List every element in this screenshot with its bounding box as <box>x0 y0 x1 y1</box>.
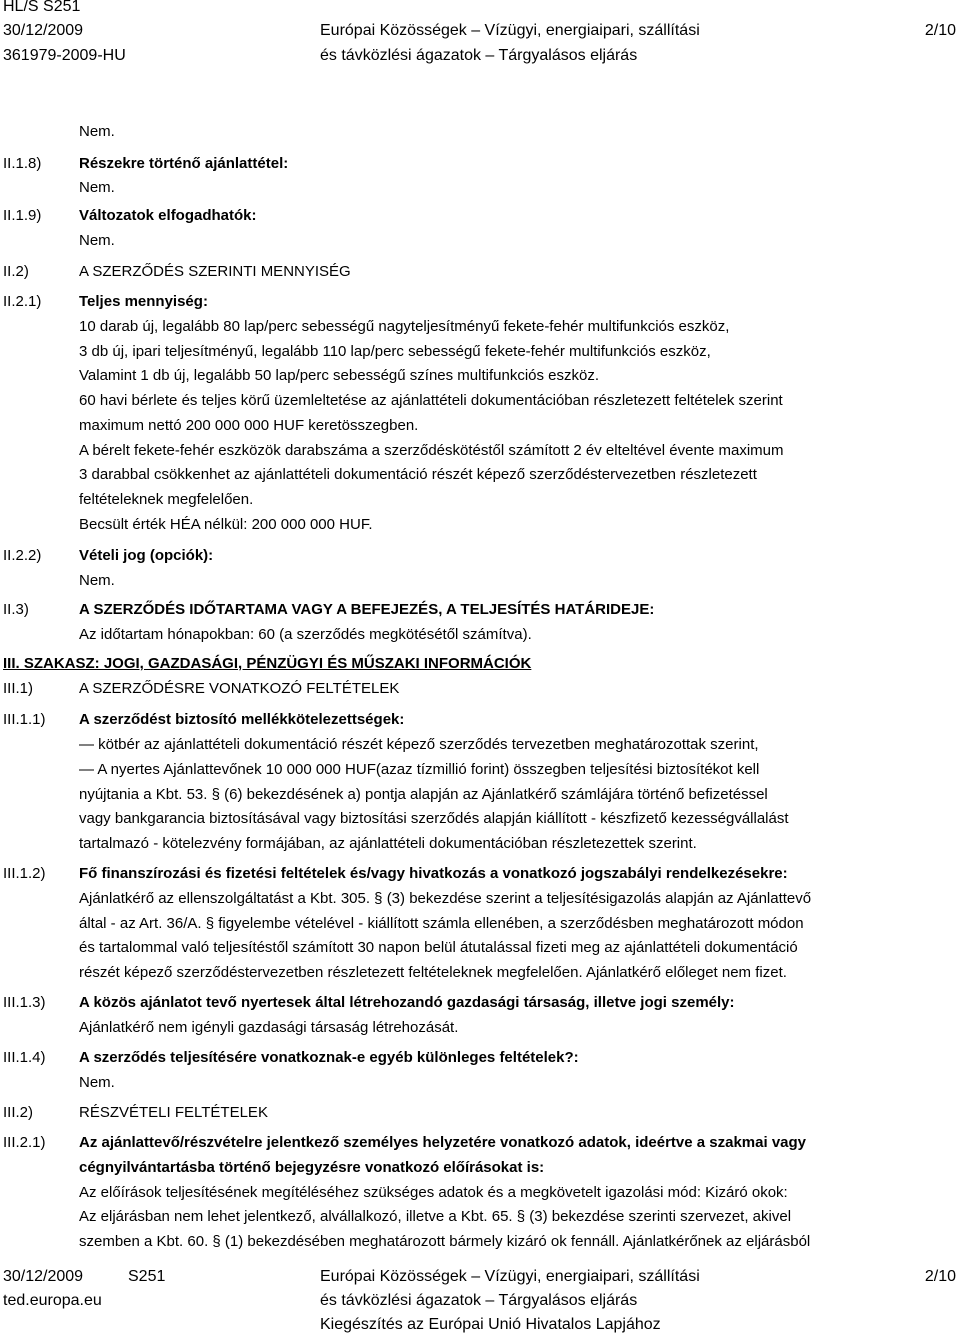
section-number: II.1.9) <box>3 207 42 224</box>
section-iii-1-4 <box>0 1048 960 1068</box>
footer-page-number: 2/10 <box>924 1268 956 1285</box>
text-line <box>0 366 960 386</box>
text-line <box>0 735 960 755</box>
text-line <box>0 465 960 485</box>
section-number: II.1.8) <box>3 155 42 172</box>
list-item: — kötbér az ajánlattételi dokumentáció részét képező szerződés tervezetben meghatározottak szerint, <box>79 736 759 753</box>
text-line <box>0 571 960 591</box>
text-line <box>0 416 960 436</box>
paragraph-line: feltételeknek megfelelően. <box>79 491 254 508</box>
text-line <box>0 1183 960 1203</box>
list-item: — A nyertes Ajánlattevőnek 10 000 000 HUF(azaz tízmillió forint) összegben teljesítési biztosítékot kell <box>79 761 760 778</box>
paragraph-line: Az előírások teljesítésének megítéléséhez szükséges adatok és a megkövetelt igazolási mód: Kizáró okok: <box>79 1184 788 1201</box>
text-line <box>0 1073 960 1093</box>
footer-series: S251 <box>128 1268 166 1285</box>
section-iii-1-1 <box>0 710 960 730</box>
section-ii-1-9 <box>0 206 960 226</box>
section-ii-3 <box>0 600 960 620</box>
section-number: II.2) <box>3 263 29 280</box>
paragraph-line: Az eljárásban nem lehet jelentkező, alvállalkozó, illetve a Kbt. 65. § (3) bekezdése szerinti szervezet, akivel <box>79 1208 792 1225</box>
section-iii-1-3 <box>0 993 960 1013</box>
header-title-line1: Európai Közösségek – Vízügyi, energiaipari, szállítási <box>320 22 700 39</box>
paragraph-line: 3 darabbal csökkenhet az ajánlattételi dokumentáció részét képező szerződéstervezetben részletezett <box>79 466 757 483</box>
section-number: II.3) <box>3 601 29 618</box>
footer-site-link[interactable]: ted.europa.eu <box>3 1292 102 1309</box>
text-line <box>0 515 960 535</box>
section-number: III.2.1) <box>3 1134 46 1151</box>
text-line <box>0 834 960 854</box>
paragraph-line: 60 havi bérlete és teljes körű üzemleltetése az ajánlattételi dokumentációban részletezett feltételek szerint <box>79 392 783 409</box>
section-number: III.1.2) <box>3 865 46 882</box>
text-line <box>0 178 960 198</box>
section-iii-2-1 <box>0 1133 960 1153</box>
section-iii-2 <box>0 1103 960 1123</box>
section-title: Változatok elfogadhatók: <box>79 207 257 224</box>
paragraph-line: részét képező szerződéstervezetben részletezett feltételeknek megfelelően. Ajánlatkérő előleget nem fizet. <box>79 964 787 981</box>
section-title: A szerződés teljesítésére vonatkoznak-e egyéb különleges feltételek?: <box>79 1049 579 1066</box>
section-ii-2-1 <box>0 292 960 312</box>
text-line <box>0 914 960 934</box>
section-title: A szerződést biztosító mellékkötelezettségek: <box>79 711 405 728</box>
paragraph-line: maximum nettó 200 000 000 HUF keretösszegben. <box>79 417 419 434</box>
text-line <box>0 122 960 142</box>
text-line <box>0 317 960 337</box>
text-line <box>0 625 960 645</box>
answer-value: Nem. <box>79 1074 115 1091</box>
text-line <box>0 963 960 983</box>
section-number: III.1.4) <box>3 1049 46 1066</box>
paragraph-line: Valamint 1 db új, legalább 50 lap/perc sebességű színes multifunkciós eszköz. <box>79 367 600 384</box>
section-number: II.2.1) <box>3 293 42 310</box>
paragraph-line: Becsült érték HÉA nélkül: 200 000 000 HUF. <box>79 516 373 533</box>
section-title: Vételi jog (opciók): <box>79 547 214 564</box>
section-title: A SZERZŐDÉS IDŐTARTAMA VAGY A BEFEJEZÉS, A TELJESÍTÉS HATÁRIDEJE: <box>79 601 655 618</box>
answer-value: Nem. <box>79 179 115 196</box>
paragraph-line: 3 db új, ipari teljesítményű, legalább 110 lap/perc sebességű fekete-fehér multifunkciós eszköz, <box>79 343 711 360</box>
answer-value: Nem. <box>79 232 115 249</box>
text-line <box>0 1207 960 1227</box>
text-line <box>0 889 960 909</box>
text-line <box>0 231 960 251</box>
part-title: III. SZAKASZ: JOGI, GAZDASÁGI, PÉNZÜGYI ÉS MŰSZAKI INFORMÁCIÓK <box>3 655 532 672</box>
header-doc-id: HL/S S251 <box>3 0 81 15</box>
footer-title-line3: Kiegészítés az Európai Unió Hivatalos Lapjához <box>320 1316 661 1333</box>
section-title: Az ajánlattevő/részvételre jelentkező személyes helyzetére vonatkozó adatok, ideértve a szakmai vagy <box>79 1134 807 1151</box>
paragraph-line: és tartalommal való teljesítéstől számított 30 napon belül átutalással fizeti meg az ajánlattételi dokumentáció <box>79 939 798 956</box>
section-ii-1-8 <box>0 154 960 174</box>
text-line <box>0 342 960 362</box>
text-line <box>0 1018 960 1038</box>
header-notice-number: 361979-2009-HU <box>3 47 126 64</box>
section-number: II.2.2) <box>3 547 42 564</box>
section-title: RÉSZVÉTELI FELTÉTELEK <box>79 1104 268 1121</box>
section-title: Teljes mennyiség: <box>79 293 208 310</box>
paragraph-line: A bérelt fekete-fehér eszközök darabszáma a szerződéskötéstől számított 2 év elteltével évente maximum <box>79 442 784 459</box>
section-iii-1-2 <box>0 864 960 884</box>
text-line <box>0 809 960 829</box>
header-title-line2: és távközlési ágazatok – Tárgyalásos eljárás <box>320 47 638 64</box>
section-ii-2 <box>0 262 960 282</box>
section-number: III.2) <box>3 1104 34 1121</box>
text-line <box>0 1232 960 1252</box>
section-ii-2-2 <box>0 546 960 566</box>
paragraph-line: szemben a Kbt. 60. § (1) bekezdésében meghatározott bármely kizáró ok fennáll. Ajánlatkérőnek az eljárásból <box>79 1233 811 1250</box>
header-date: 30/12/2009 <box>3 22 84 39</box>
part-heading-iii <box>0 654 960 674</box>
answer-value: Nem. <box>79 572 115 589</box>
text-line <box>0 490 960 510</box>
text-line <box>0 785 960 805</box>
text-line <box>0 938 960 958</box>
paragraph-line: Az időtartam hónapokban: 60 (a szerződés megkötésétől számítva). <box>79 626 532 643</box>
paragraph-line: Ajánlatkérő az ellenszolgáltatást a Kbt. 305. § (3) bekezdése szerint a teljesítésigazolás alapján az Ajánlattevő <box>79 890 812 907</box>
section-title: A közös ajánlatot tevő nyertesek által létrehozandó gazdasági társaság, illetve jogi személy: <box>79 994 735 1011</box>
paragraph-line: tartalmazó - kötelezvény formájában, az ajánlattételi dokumentációban részletezettek szerint. <box>79 835 697 852</box>
text-line <box>0 760 960 780</box>
section-title: Részekre történő ajánlattétel: <box>79 155 289 172</box>
section-iii-1 <box>0 679 960 699</box>
section-number: III.1.3) <box>3 994 46 1011</box>
section-title: Fő finanszírozási és fizetési feltételek és/vagy hivatkozás a vonatkozó jogszabályi rendelkezésekre: <box>79 865 788 882</box>
footer-title-line1: Európai Közösségek – Vízügyi, energiaipari, szállítási <box>320 1268 700 1285</box>
paragraph-line: által - az Art. 36/A. § figyelembe vételével - kiállított számla ellenében, a szerződésben meghatározott módon <box>79 915 804 932</box>
footer-title-line2: és távközlési ágazatok – Tárgyalásos eljárás <box>320 1292 638 1309</box>
answer-value: Nem. <box>79 123 115 140</box>
paragraph-line: 10 darab új, legalább 80 lap/perc sebességű nagyteljesítményű fekete-fehér multifunkciós eszköz, <box>79 318 730 335</box>
section-number: III.1) <box>3 680 34 697</box>
section-title: A SZERZŐDÉSRE VONATKOZÓ FELTÉTELEK <box>79 680 400 697</box>
header-page-number: 2/10 <box>924 22 956 39</box>
paragraph-line: nyújtania a Kbt. 53. § (6) bekezdésének a) pontja alapján az Ajánlatkérő számlájára történő befizetéssel <box>79 786 768 803</box>
paragraph-line: vagy bankgarancia biztosításával vagy biztosítási szerződés alapján kiállított - készfizető kezességvállalást <box>79 810 789 827</box>
section-number: III.1.1) <box>3 711 46 728</box>
text-line <box>0 391 960 411</box>
footer-date: 30/12/2009 <box>3 1268 84 1285</box>
paragraph-line: Ajánlatkérő nem igényli gazdasági társaság létrehozását. <box>79 1019 459 1036</box>
text-line <box>0 441 960 461</box>
section-title-continued: cégnyilvántartásba történő bejegyzésre vonatkozó előírásokat is: <box>79 1159 545 1176</box>
section-title: A SZERZŐDÉS SZERINTI MENNYISÉG <box>79 263 351 280</box>
text-line <box>0 1158 960 1178</box>
